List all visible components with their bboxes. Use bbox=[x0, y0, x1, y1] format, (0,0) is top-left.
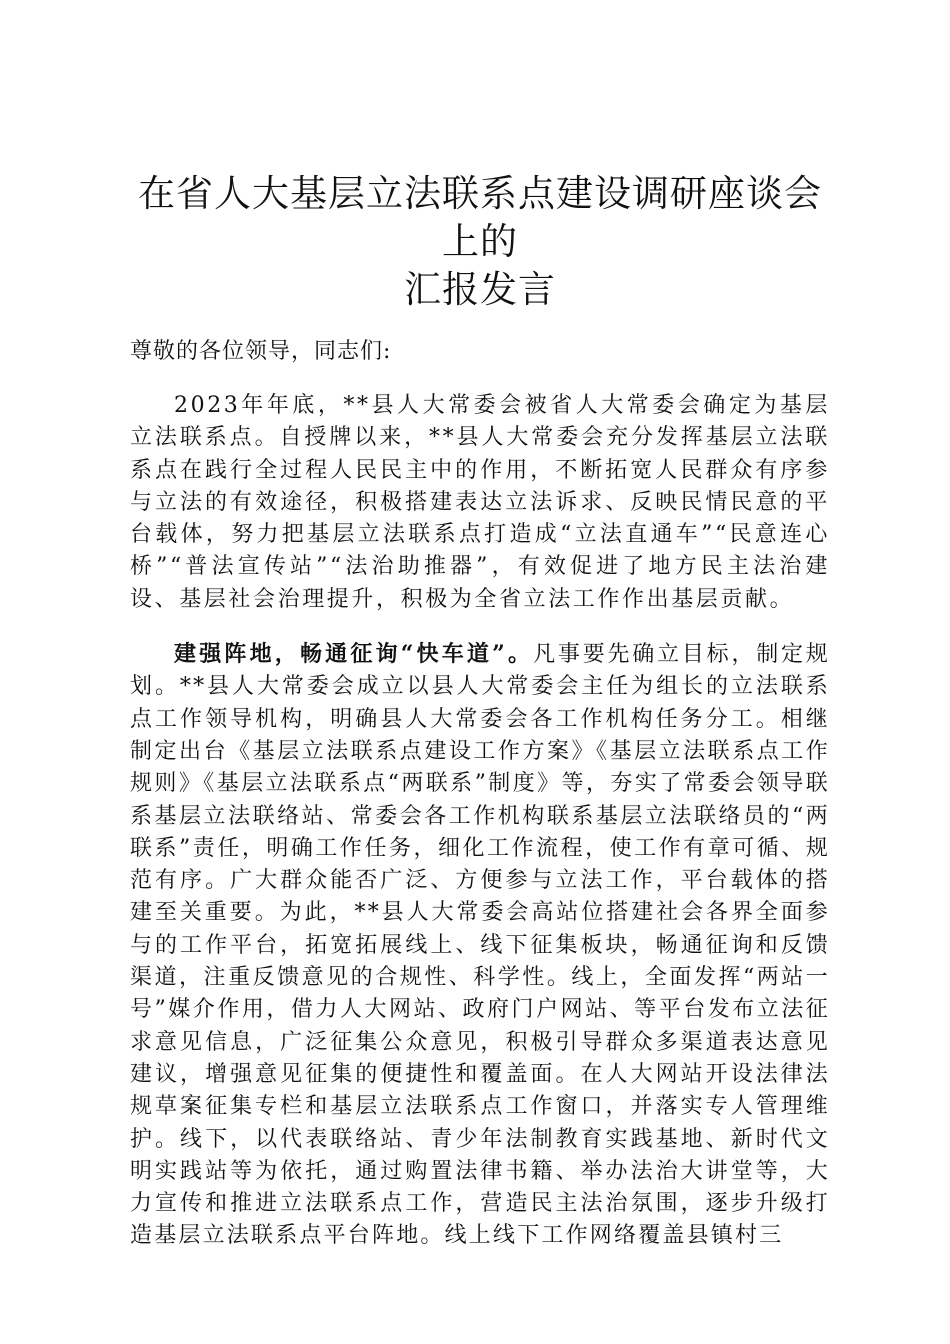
section-heading: 建强阵地，畅通征询“快车道”。 bbox=[174, 641, 534, 668]
section-body: 凡事要先确立目标，制定规划。**县人大常委会成立以县人大常委会主任为组长的立法联系点工作领导机构，明确县人大常委会各工作机构任务分工。相继制定出台《基层立法联系点建设工作方案》《基层立法联系点工作规则》《基层立法联系点“两联系”制度》等，夯实了常委会领导联系基层立法联络站、常委会各工作机构联系基层立法联络员的“两联系”责任，明确工作任务，细化工作流程，使工作有章可循、规范有序。广大群众能否广泛、方便参与立法工作，平台载体的搭建至关重要。为此，**县人大常委会高站位搭建社会各界全面参与的工作平台，拓宽拓展线上、线下征集板块，畅通征询和反馈渠道，注重反馈意见的合规性、科学性。线上，全面发挥“两站一号”媒介作用，借力人大网站、政府门户网站、等平台发布立法征求意见信息，广泛征集公众意见，积极引导群众多渠道表达意见建议，增强意见征集的便捷性和覆盖面。在人大网站开设法律法规草案征集专栏和基层立法联系点工作窗口，并落实专人管理维护。线下，以代表联络站、青少年法制教育实践基地、新时代文明实践站等为依托，通过购置法律书籍、举办法治大讲堂等，大力宣传和推进立法联系点工作，营造民主法治氛围，逐步升级打造基层立法联系点平台阵地。线上线下工作网络覆盖县镇村三 bbox=[130, 642, 831, 1249]
title-line-2: 汇报发言 bbox=[404, 268, 556, 311]
paragraph-intro: 2023年年底，**县人大常委会被省人大常委会确定为基层立法联系点。自授牌以来，**县人大常委会充分发挥基层立法联系点在践行全过程人民民主中的作用，不断拓宽人民群众有序参与立法的有效途径，积极搭建表达立法诉求、反映民情民意的平台载体，努力把基层立法联系点打造成“立法直通车”“民意连心桥”“普法宣传站”“法治助推器”，有效促进了地方民主法治建设、基层社会治理提升，积极为全省立法工作作出基层贡献。 bbox=[130, 393, 830, 612]
salutation: 尊敬的各位领导，同志们: bbox=[130, 339, 392, 364]
paragraph-section-1 bbox=[130, 638, 830, 1253]
document-title bbox=[130, 170, 830, 314]
document-page bbox=[130, 170, 830, 1275]
title-line-1: 在省人大基层立法联系点建设调研座谈会上的 bbox=[138, 172, 822, 263]
